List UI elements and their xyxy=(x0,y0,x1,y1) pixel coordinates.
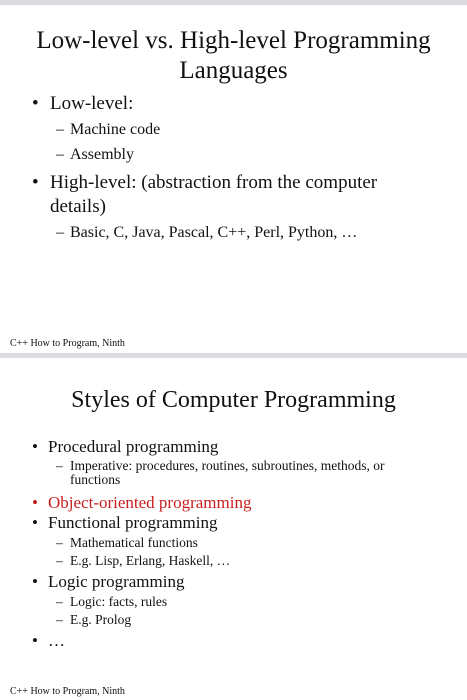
bullet-list xyxy=(0,92,467,245)
sub-bullet-text: Basic, C, Java, Pascal, C++, Perl, Python, … xyxy=(70,224,358,241)
bullet-text: Low-level: xyxy=(50,93,134,114)
dash-icon: – xyxy=(56,146,64,163)
sub-bullet-item xyxy=(0,117,467,142)
bullet-item xyxy=(0,513,467,533)
sub-bullet-text: Imperative: procedures, routines, subroutines, methods, or functions xyxy=(70,458,385,487)
bullet-icon: • xyxy=(32,437,38,456)
bullet-icon: • xyxy=(32,93,39,114)
dash-icon: – xyxy=(56,535,63,550)
bullet-icon: • xyxy=(32,572,38,591)
bullet-text: Functional programming xyxy=(48,513,218,532)
slide-footer: C++ How to Program, Ninth xyxy=(10,338,125,349)
sub-bullet-item xyxy=(0,554,467,568)
sub-bullet-text: E.g. Prolog xyxy=(70,612,132,627)
dash-icon: – xyxy=(56,224,64,241)
sub-bullet-item xyxy=(0,459,467,487)
bullet-item xyxy=(0,437,467,457)
bullet-item xyxy=(0,171,467,219)
sub-bullet-item xyxy=(0,536,467,550)
bullet-icon: • xyxy=(32,631,38,650)
slide-title: Styles of Computer Programming xyxy=(71,387,396,413)
sub-bullet-item xyxy=(0,613,467,627)
sub-bullet-text: Machine code xyxy=(70,121,161,138)
bullet-item xyxy=(0,572,467,592)
dash-icon: – xyxy=(56,553,63,568)
sub-bullet-text: Logic: facts, rules xyxy=(70,594,168,609)
dash-icon: – xyxy=(56,594,63,609)
bullet-text: High-level: (abstraction from the computer details) xyxy=(50,172,378,217)
bullet-item xyxy=(0,92,467,116)
sub-bullet-text: E.g. Lisp, Erlang, Haskell, … xyxy=(70,553,231,568)
slide-programming-styles xyxy=(0,358,467,700)
sub-bullet-item xyxy=(0,220,467,245)
bullet-item-highlighted xyxy=(0,493,467,513)
bullet-text: Logic programming xyxy=(48,572,185,591)
bullet-text: Object-oriented programming xyxy=(48,493,252,512)
bullet-item xyxy=(0,631,467,651)
bullet-icon: • xyxy=(32,493,38,512)
bullet-text: Procedural programming xyxy=(48,437,219,456)
dash-icon: – xyxy=(56,121,64,138)
sub-bullet-item xyxy=(0,595,467,609)
slide-title: Low-level vs. High-level Programming Languages xyxy=(36,27,431,84)
bullet-icon: • xyxy=(32,172,39,193)
sub-bullet-item xyxy=(0,142,467,167)
slide-footer: C++ How to Program, Ninth xyxy=(10,686,125,697)
dash-icon: – xyxy=(56,458,63,473)
dash-icon: – xyxy=(56,612,63,627)
slide-low-vs-high-level xyxy=(0,5,467,353)
bullet-text: … xyxy=(48,631,65,650)
bullet-icon: • xyxy=(32,513,38,532)
sub-bullet-text: Assembly xyxy=(70,146,134,163)
bullet-list xyxy=(0,437,467,651)
sub-bullet-text: Mathematical functions xyxy=(70,535,198,550)
